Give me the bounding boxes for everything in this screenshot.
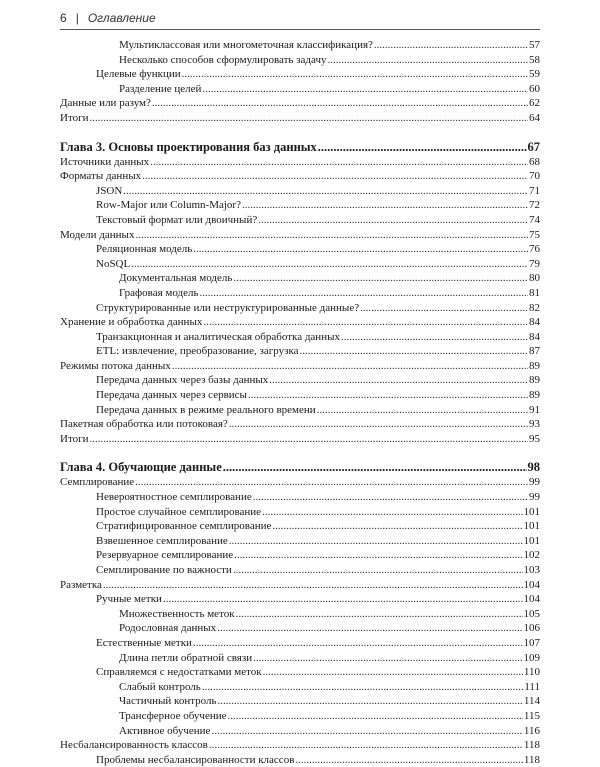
table-of-contents [60, 38, 540, 767]
spacer [60, 126, 540, 139]
dot-leader [217, 621, 522, 636]
dot-leader [150, 155, 528, 170]
toc-entry-label: Невероятностное семплирование [96, 491, 252, 504]
toc-entry-label: Модели данных [60, 228, 135, 241]
toc-entry-label: Хранение и обработка данных [60, 316, 203, 329]
toc-entry[interactable] [60, 344, 540, 359]
toc-entry[interactable] [60, 505, 540, 520]
toc-entry-label: Структурированные или неструктурированные данные? [96, 301, 360, 314]
dot-leader [229, 417, 528, 432]
running-title: Оглавление [87, 11, 156, 25]
toc-entry-page: 107 [523, 636, 540, 649]
toc-entry[interactable] [60, 184, 540, 199]
toc-entry[interactable] [60, 330, 540, 345]
toc-entry-page: 104 [523, 593, 540, 606]
toc-entry[interactable] [60, 271, 540, 286]
toc-entry-page: 87 [529, 345, 540, 358]
toc-entry[interactable] [60, 67, 540, 82]
toc-entry[interactable] [60, 578, 540, 593]
toc-entry-page: 81 [529, 286, 540, 299]
toc-entry[interactable] [60, 228, 540, 243]
toc-entry-label: Разделение целей [119, 82, 202, 95]
dot-leader [341, 330, 528, 345]
toc-entry-page: 79 [529, 257, 540, 270]
toc-entry-label: Документальная модель [119, 272, 233, 285]
dot-leader [223, 459, 527, 475]
toc-entry-label: Длина петли обратной связи [119, 651, 253, 664]
toc-entry-page: 93 [529, 418, 540, 431]
toc-entry-label: Текстовый формат или двоичный? [96, 213, 258, 226]
dot-leader [135, 475, 528, 490]
dot-leader [218, 694, 523, 709]
dot-leader [233, 563, 523, 578]
toc-entry[interactable] [60, 563, 540, 578]
dot-leader [142, 169, 528, 184]
toc-entry-label: Проблемы несбалансированности классов [96, 753, 295, 766]
toc-entry-page: 102 [523, 549, 540, 562]
toc-entry-label: Естественные метки [96, 636, 192, 649]
toc-entry[interactable] [60, 373, 540, 388]
toc-entry-label: Мультиклассовая или многометочная классификация? [119, 39, 373, 51]
dot-leader [229, 534, 523, 549]
dot-leader [211, 724, 522, 739]
toc-entry-page: 72 [529, 199, 540, 212]
toc-entry-label: Целевые функции [96, 68, 181, 81]
toc-entry-page: 101 [523, 505, 540, 518]
toc-entry-label: Справляемся с недостатками меток [96, 666, 262, 679]
toc-entry-page: 60 [529, 82, 540, 95]
toc-entry-label: Родословная данных [119, 622, 217, 635]
toc-entry-page: 64 [529, 111, 540, 124]
toc-entry-label: Несбалансированность классов [60, 739, 208, 752]
toc-entry[interactable] [60, 315, 540, 330]
dot-leader [295, 753, 523, 767]
toc-entry-page: 118 [523, 739, 540, 752]
chapter-title: Глава 4. Обучающие данные [60, 460, 222, 475]
toc-entry[interactable] [60, 257, 540, 272]
toc-entry-page: 109 [523, 651, 540, 664]
toc-entry[interactable] [60, 82, 540, 97]
toc-entry-label: Взвешенное семплирование [96, 534, 228, 547]
dot-leader [236, 607, 523, 622]
toc-entry-label: Данные или разум? [60, 97, 151, 110]
dot-leader [193, 242, 528, 257]
dot-leader [209, 738, 523, 753]
dot-leader [202, 82, 528, 97]
toc-entry-label: Передача данных через базы данных [96, 374, 269, 387]
toc-entry-page: 104 [523, 578, 540, 591]
toc-entry[interactable] [60, 534, 540, 549]
dot-leader [90, 111, 528, 126]
toc-entry-page: 59 [529, 68, 540, 81]
dot-leader [318, 139, 527, 155]
dot-leader [152, 96, 528, 111]
page-header [60, 7, 540, 30]
toc-entry[interactable] [60, 53, 540, 68]
toc-entry-page: 84 [529, 316, 540, 329]
toc-entry-page: 95 [529, 432, 540, 445]
toc-entry-page: 57 [529, 39, 540, 51]
toc-entry[interactable] [60, 709, 540, 724]
toc-entry-page: 115 [523, 709, 540, 722]
toc-entry-page: 118 [523, 753, 540, 766]
toc-entry[interactable] [60, 417, 540, 432]
toc-entry-page: 89 [529, 389, 540, 402]
toc-entry-label: Разметка [60, 578, 102, 591]
spacer [60, 446, 540, 459]
dot-leader [163, 592, 523, 607]
toc-entry[interactable] [60, 96, 540, 111]
toc-entry-label: Резервуарное семплирование [96, 549, 234, 562]
header-separator: | [75, 11, 79, 25]
toc-entry[interactable] [60, 651, 540, 666]
toc-entry[interactable] [60, 432, 540, 447]
toc-entry[interactable] [60, 636, 540, 651]
dot-leader [317, 403, 528, 418]
dot-leader [234, 548, 522, 563]
toc-entry-label: ETL: извлечение, преобразование, загрузка [96, 345, 299, 358]
toc-entry[interactable] [60, 724, 540, 739]
toc-entry-label: Итоги [60, 432, 89, 445]
toc-entry-label: Пакетная обработка или потоковая? [60, 418, 228, 431]
toc-entry-page: 114 [523, 695, 540, 708]
dot-leader [263, 665, 523, 680]
toc-entry[interactable] [60, 359, 540, 374]
toc-entry[interactable] [60, 475, 540, 490]
toc-entry-label: JSON [96, 184, 123, 197]
toc-entry-label: Частичный контроль [119, 695, 217, 708]
toc-entry-label: Ручные метки [96, 593, 162, 606]
toc-entry-page: 80 [529, 272, 540, 285]
chapter-page: 67 [527, 139, 540, 154]
toc-entry-page: 71 [529, 184, 540, 197]
toc-entry-page: 103 [523, 564, 540, 576]
toc-entry[interactable] [60, 213, 540, 228]
toc-entry[interactable] [60, 301, 540, 316]
toc-entry[interactable] [60, 680, 540, 695]
toc-entry[interactable] [60, 753, 540, 767]
toc-entry-page: 58 [529, 53, 540, 66]
dot-leader [258, 213, 528, 228]
toc-entry-label: Режимы потока данных [60, 359, 171, 372]
dot-leader [262, 505, 522, 520]
toc-entry[interactable] [60, 548, 540, 563]
toc-entry-page: 89 [529, 359, 540, 372]
toc-entry-label: Графовая модель [119, 286, 199, 299]
chapter-heading[interactable] [60, 139, 540, 155]
toc-entry[interactable] [60, 694, 540, 709]
toc-entry-page: 70 [529, 170, 540, 183]
toc-entry[interactable] [60, 621, 540, 636]
toc-entry-page: 110 [523, 666, 540, 679]
dot-leader [228, 709, 523, 724]
toc-entry-label: Простое случайное семплирование [96, 505, 262, 518]
dot-leader [123, 184, 528, 199]
toc-entry-label: Форматы данных [60, 170, 142, 183]
dot-leader [131, 257, 528, 272]
toc-entry-page: 84 [529, 330, 540, 343]
chapter-heading[interactable] [60, 459, 540, 475]
toc-entry-label: Семплирование [60, 476, 135, 489]
dot-leader [360, 301, 528, 316]
toc-entry-label: Транзакционная и аналитическая обработка данных [96, 330, 340, 343]
toc-entry-page: 101 [523, 520, 540, 533]
chapter-title: Глава 3. Основы проектирования баз данных [60, 139, 317, 154]
toc-entry-label: Итоги [60, 111, 89, 124]
toc-entry-page: 82 [529, 301, 540, 314]
toc-entry-page: 68 [529, 155, 540, 168]
chapter-page: 98 [527, 460, 540, 475]
toc-entry-page: 99 [529, 476, 540, 489]
toc-entry-page: 75 [529, 228, 540, 241]
toc-entry[interactable] [60, 155, 540, 170]
dot-leader [253, 651, 522, 666]
toc-entry-label: Семплирование по важности [96, 564, 232, 576]
toc-entry-label: Слабый контроль [119, 680, 201, 693]
dot-leader [374, 38, 528, 53]
toc-entry[interactable] [60, 169, 540, 184]
dot-leader [200, 286, 528, 301]
toc-entry-page: 99 [529, 491, 540, 504]
toc-entry-page: 89 [529, 374, 540, 387]
toc-entry[interactable] [60, 403, 540, 418]
toc-entry[interactable] [60, 286, 540, 301]
dot-leader [327, 53, 528, 68]
dot-leader [182, 67, 528, 82]
toc-entry[interactable] [60, 198, 540, 213]
dot-leader [90, 432, 528, 447]
toc-entry[interactable] [60, 738, 540, 753]
toc-entry[interactable] [60, 665, 540, 680]
toc-entry[interactable] [60, 242, 540, 257]
dot-leader [135, 228, 528, 243]
toc-entry-label: Трансферное обучение [119, 709, 227, 722]
toc-entry-label: Row-Major или Column-Major? [96, 199, 241, 212]
page-number: 6 [60, 11, 67, 25]
toc-entry-page: 106 [523, 622, 540, 635]
toc-entry-label: Передача данных в режиме реального времени [96, 403, 316, 416]
toc-entry-page: 116 [523, 724, 540, 737]
toc-entry-page: 74 [529, 213, 540, 226]
dot-leader [242, 198, 528, 213]
dot-leader [272, 519, 522, 534]
toc-entry[interactable] [60, 388, 540, 403]
toc-entry-label: Передача данных через сервисы [96, 389, 247, 402]
toc-entry-label: Активное обучение [119, 724, 211, 737]
toc-entry-label: Множественность меток [119, 607, 235, 620]
dot-leader [103, 578, 523, 593]
dot-leader [202, 680, 524, 695]
toc-entry[interactable] [60, 592, 540, 607]
toc-entry-page: 111 [524, 680, 540, 693]
toc-entry-page: 91 [529, 403, 540, 416]
toc-entry[interactable] [60, 490, 540, 505]
dot-leader [233, 271, 528, 286]
toc-entry[interactable] [60, 607, 540, 622]
toc-entry-page: 105 [523, 607, 540, 620]
dot-leader [253, 490, 528, 505]
toc-entry-label: NoSQL [96, 257, 131, 270]
toc-entry-page: 76 [529, 243, 540, 256]
dot-leader [203, 315, 528, 330]
dot-leader [300, 344, 528, 359]
toc-entry-label: Несколько способов сформулировать задачу [119, 53, 327, 66]
dot-leader [172, 359, 528, 374]
toc-entry-page: 62 [529, 97, 540, 110]
toc-entry[interactable] [60, 38, 540, 53]
toc-entry-label: Реляционная модель [96, 243, 193, 256]
dot-leader [193, 636, 523, 651]
toc-entry[interactable] [60, 519, 540, 534]
dot-leader [269, 373, 528, 388]
toc-entry-label: Источники данных [60, 155, 150, 168]
toc-entry-label: Стратифицированное семплирование [96, 520, 272, 533]
toc-entry[interactable] [60, 111, 540, 126]
dot-leader [248, 388, 528, 403]
toc-entry-page: 101 [523, 534, 540, 547]
